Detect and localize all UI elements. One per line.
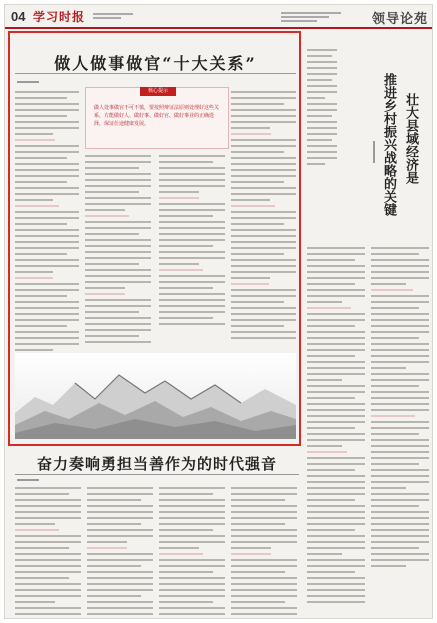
article-bottom-headline: 奋力奏响勇担当善作为的时代强音 (36, 455, 277, 473)
article-bottom-column-3 (159, 487, 225, 617)
editor-note-text: 做人处事做官不可不慎，要按照辩证法原则处理好这些关系，方能做好人、做好事、做好官、做好事业的正确选择，保证仕途健康发展。 (94, 105, 220, 127)
headline-rule (15, 73, 296, 74)
great-wall-ink-painting (15, 353, 296, 439)
article-main-column-4 (231, 91, 296, 343)
paper-logo: 学习时报 (33, 10, 86, 24)
editor-note-box (85, 87, 229, 149)
article-side-headline-line-2: 推进乡村振兴战略的关键 (381, 73, 396, 216)
article-side (307, 35, 431, 614)
article-side-byline (373, 141, 375, 163)
masthead-date-block (93, 11, 133, 19)
article-side-headline-line-1: 壮大县域经济是 (403, 93, 418, 184)
article-bottom-column-4 (231, 487, 297, 617)
article-main-byline (17, 81, 39, 83)
article-main-headline: 做人做事做官“十大关系” (54, 54, 257, 73)
article-main (15, 35, 296, 440)
headline-rule-bottom (15, 474, 299, 475)
article-main-column-3 (159, 155, 225, 329)
masthead (5, 5, 433, 29)
great-wall-illustration (15, 353, 296, 439)
page-number: 04 (11, 9, 26, 24)
article-side-column-2 (307, 247, 365, 607)
masthead-info-block (281, 10, 341, 22)
article-side-column-1 (307, 49, 337, 169)
article-main-column-2 (85, 155, 151, 347)
article-bottom-byline (17, 479, 39, 481)
section-title: 领导论苑 (371, 12, 428, 27)
editor-note-tag: 核心提示 (140, 87, 176, 96)
article-bottom-column-2 (87, 487, 153, 617)
article-side-column-3 (371, 247, 429, 571)
newspaper-page (4, 4, 433, 619)
article-bottom (15, 449, 299, 617)
article-bottom-column-1 (15, 487, 81, 617)
